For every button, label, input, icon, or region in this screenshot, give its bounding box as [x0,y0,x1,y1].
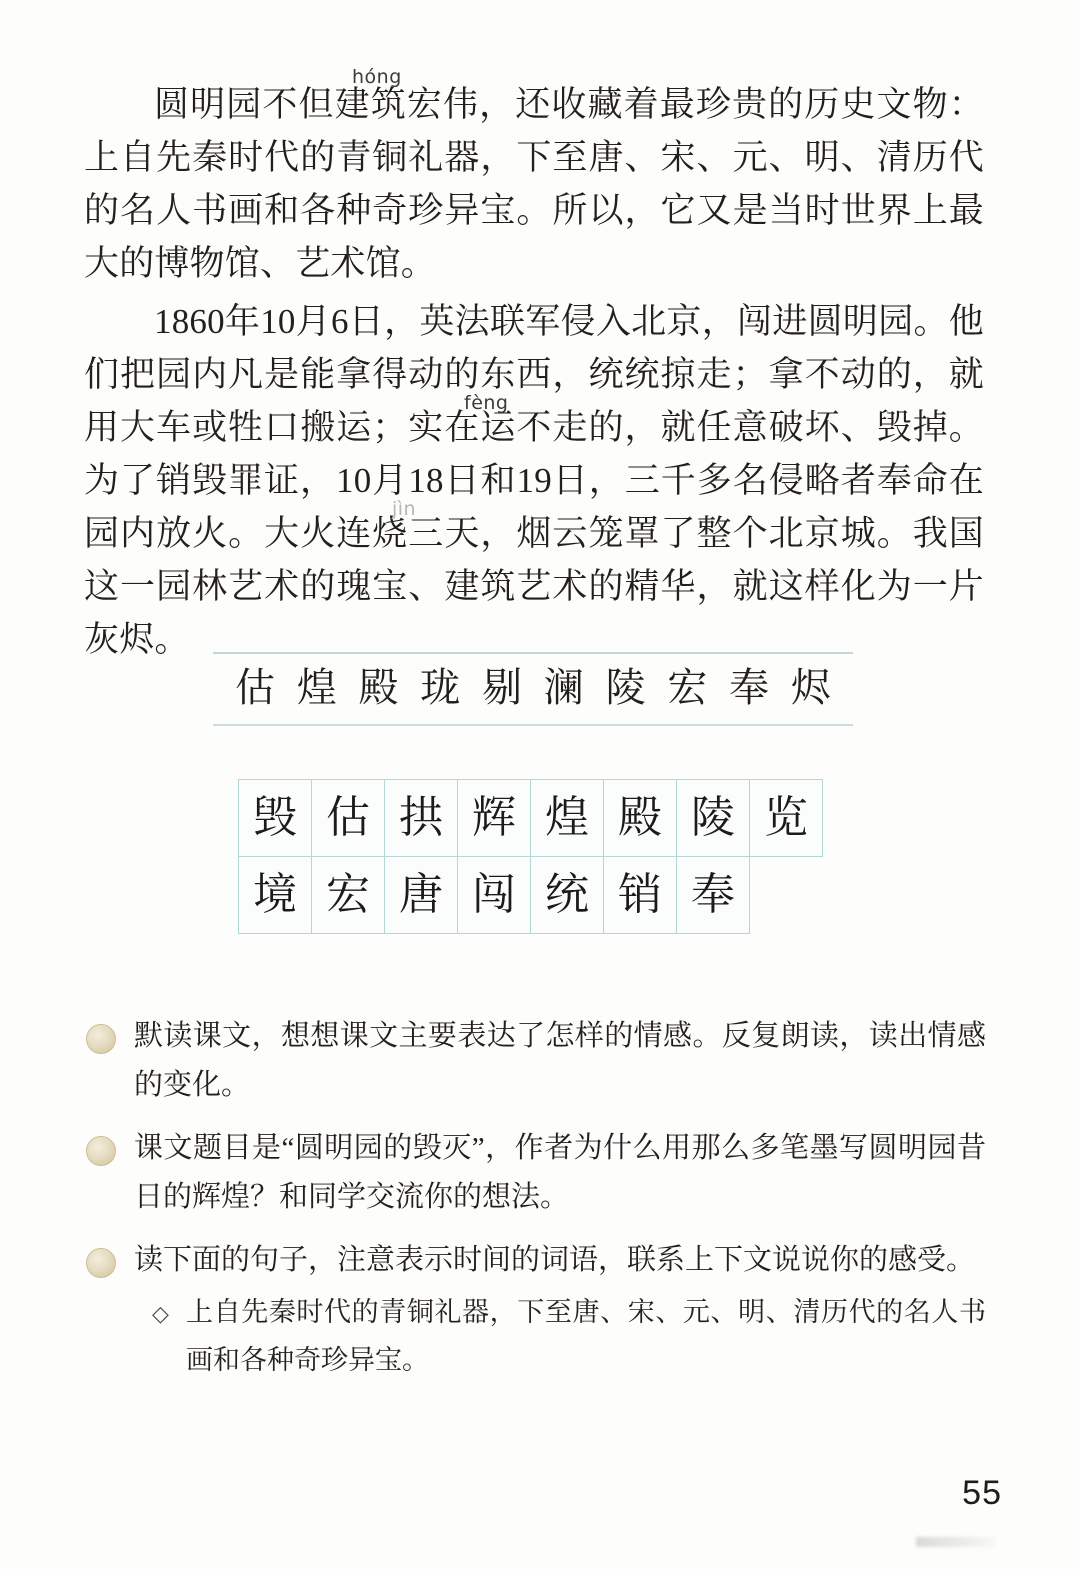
diamond-bullet-icon: ◇ [152,1301,169,1326]
bullet-coin-icon [86,1136,116,1166]
recognition-char: 珑 [420,665,461,711]
pinyin-annotation-hong: hóng [352,66,402,88]
recognition-character-block [213,652,853,726]
exercise-item-1 [86,1012,986,1110]
writing-grid-row-1 [238,779,822,856]
recognition-char: 剔 [482,665,523,711]
recognition-character-row [213,654,853,724]
recognition-char: 宏 [667,665,708,711]
paragraph-1: 圆明园不但建筑宏伟，还收藏着最珍贵的历史文物：上自先秦时代的青铜礼器，下至唐、宋、元、明、清历代的名人书画和各种奇珍异宝。所以，它又是当时世界上最大的博物馆、艺术馆。 [84,85,984,283]
writing-grid-cell: 毁 [238,779,312,857]
writing-grid-cell: 拱 [384,779,458,857]
writing-grid-cell: 闯 [457,856,531,934]
writing-grid-row-2 [238,856,822,933]
recognition-char: 估 [235,665,275,711]
writing-grid-cell: 煌 [530,779,604,857]
exercise-list [86,1012,986,1399]
pinyin-annotation-jin: jìn [392,498,417,520]
bullet-coin-icon [86,1248,116,1278]
writing-grid-cell: 唐 [384,856,458,934]
writing-grid-cell: 销 [603,856,677,934]
bullet-coin-icon [86,1024,116,1054]
exercise-item-3 [86,1236,986,1385]
recognition-char: 陵 [605,665,646,711]
writing-grid-cell: 估 [311,779,385,857]
writing-grid-cell: 奉 [676,856,750,934]
writing-grid-cell: 辉 [457,779,531,857]
exercise-item-2-text: 课文题目是“圆明园的毁灭”，作者为什么用那么多笔墨写圆明园昔日的辉煌？和同学交流你的想法。 [134,1132,986,1213]
exercise-item-3-subitem-1-text: 上自先秦时代的青铜礼器，下至唐、宋、元、明、清历代的名人书画和各种奇珍异宝。 [186,1297,986,1376]
recognition-char: 烬 [790,665,831,711]
writing-grid-cell: 统 [530,856,604,934]
writing-grid-cell: 境 [238,856,312,934]
writing-grid-cell: 殿 [603,779,677,857]
recognition-char: 澜 [543,665,584,711]
pinyin-annotation-feng: fèng [464,392,509,414]
passage-body [84,78,984,668]
exercise-item-1-text: 默读课文，想想课文主要表达了怎样的情感。反复朗读，读出情感的变化。 [134,1020,986,1101]
writing-grid-cell: 陵 [676,779,750,857]
writing-grid-cell-empty [749,856,823,934]
writing-grid [238,779,822,933]
writing-grid-cell: 宏 [311,856,385,934]
scan-smudge [916,1537,996,1547]
writing-grid-cell: 览 [749,779,823,857]
recognition-char: 煌 [296,665,337,711]
exercise-item-3-text: 读下面的句子，注意表示时间的词语，联系上下文说说你的感受。 [134,1244,976,1276]
recognition-char: 奉 [729,665,770,711]
recognition-rule-bottom [213,724,853,726]
exercise-item-3-subitem-1 [134,1289,986,1385]
exercise-item-2 [86,1124,986,1222]
recognition-char: 殿 [358,665,399,711]
page-number: 55 [962,1474,1002,1512]
paragraph-2: 1860年10月6日，英法联军侵入北京，闯进圆明园。他们把园内凡是能拿得动的东西，统统掠走；拿不动的，就用大车或牲口搬运；实在运不走的，就任意破坏、毁掉。为了销毁罪证，10月18日和19日，三千多名侵略者奉命在园内放火。大火连烧三天，烟云笼罩了整个北京城。我国这一园林艺术的瑰宝、建筑艺术的精华，就这样化为一片灰烬。 [84,302,984,659]
